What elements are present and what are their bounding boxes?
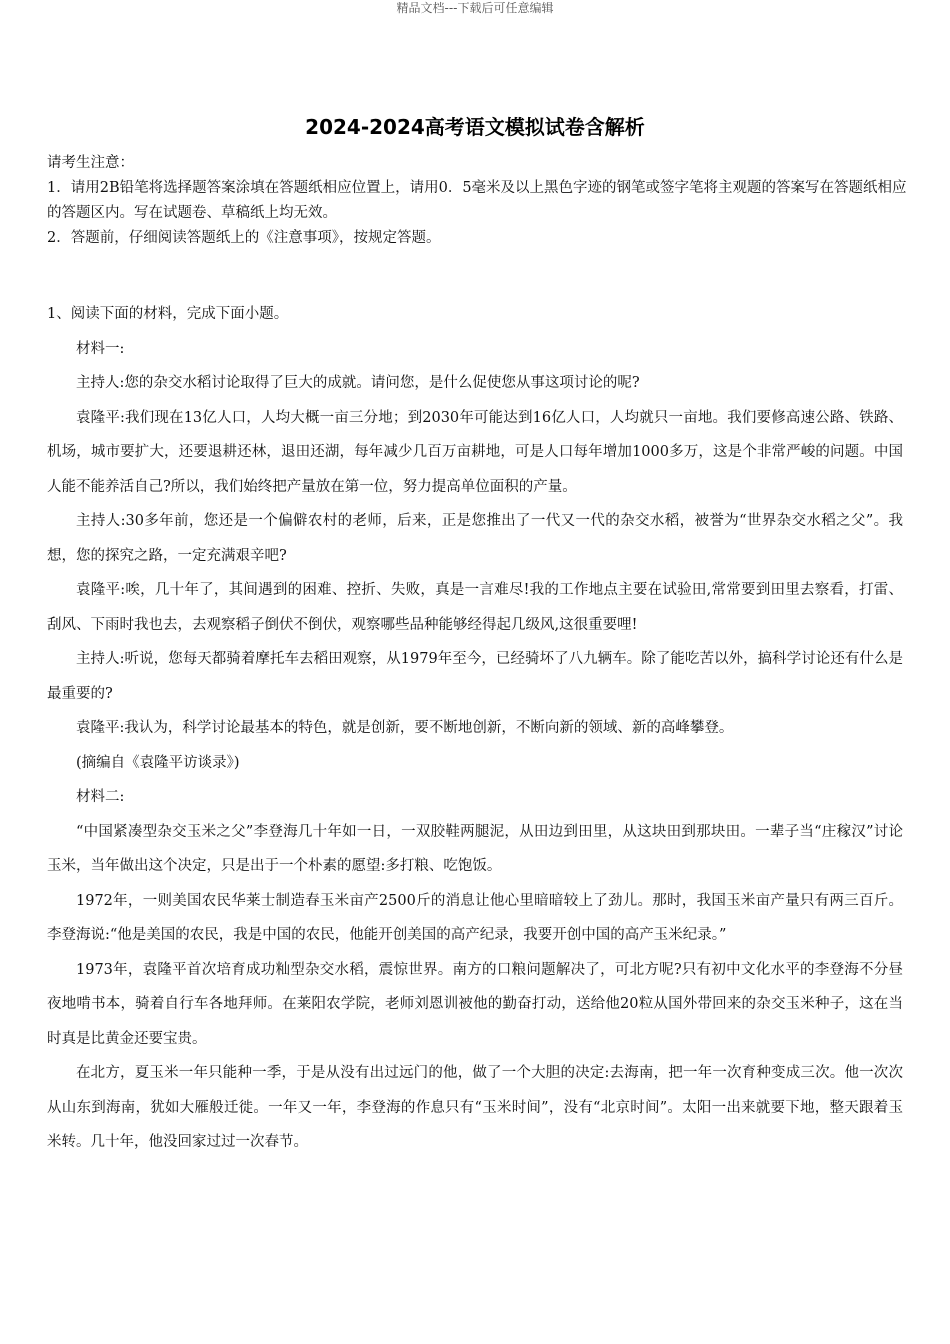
paragraph: “中国紧凑型杂交玉米之父”李登海几十年如一日，一双胶鞋两腿泥，从田边到田里，从这块田到那块田。一辈子当“庄稼汉”讨论玉米，当年做出这个决定，只是出于一个朴素的愿望:多打粮、吃饱饭。 — [47, 823, 903, 874]
paragraph: 1972年，一则美国农民华莱士制造春玉米亩产2500斤的消息让他心里暗暗较上了劲儿。那时，我国玉米亩产量只有两三百斤。李登海说:“他是美国的农民，我是中国的农民，他能开创美国的高产纪录，我要开创中国的高产玉米纪录。” — [47, 892, 903, 943]
paragraph: 主持人:30多年前，您还是一个偏僻农村的老师，后来，正是您推出了一代又一代的杂交水稻，被誉为“世界杂交水稻之父”。我想，您的探究之路，一定充满艰辛吧? — [47, 513, 903, 564]
page-header-note: 精品文档---下载后可任意编辑 — [396, 1, 554, 15]
paragraph: 在北方，夏玉米一年只能种一季，于是从没有出过远门的他，做了一个大胆的决定:去海南，把一年一次育种变成三次。他一次次从山东到海南，犹如大雁般迁徙。一年又一年，李登海的作息只有“玉米时间”，没有“北京时间”。太阳一出来就要下地，整天跟着玉米转。几十年，他没回家过过一次春节。 — [47, 1065, 903, 1150]
material-two-label: 材料二: — [76, 789, 125, 805]
page-title: 2024-2024高考语文模拟试卷含解析 — [305, 115, 645, 139]
notice-heading: 请考生注意： — [47, 155, 134, 171]
paragraph: 袁隆平:唉，几十年了，其间遇到的困难、控折、失败，真是一言难尽!我的工作地点主要在试验田,常常要到田里去察看，打雷、刮风、下雨时我也去，去观察稻子倒伏不倒伏，观察哪些品种能够经得起几级风,这很重要哩! — [47, 582, 903, 633]
paragraph: 主持人:听说，您每天都骑着摩托车去稻田观察，从1979年至今，已经骑坏了八九辆车。除了能吃苦以外，搞科学讨论还有什么是最重要的? — [47, 651, 903, 702]
exam-notice — [47, 151, 907, 251]
paragraph: 袁隆平:我们现在13亿人口，人均大概一亩三分地；到2030年可能达到16亿人口，人均就只一亩地。我们要修高速公路、铁路、机场，城市要扩大，还要退耕还林，退田还湖，每年减少几百万亩耕地，可是人口每年增加1000多万，这是个非常严峻的问题。中国人能不能养活自己?所以，我们始终把产量放在第一位，努力提高单位面积的产量。 — [47, 409, 903, 495]
notice-item-1: 1．请用2B铅笔将选择题答案涂填在答题纸相应位置上，请用0．5毫米及以上黑色字迹的钢笔或签字笔将主观题的答案写在答题纸相应的答题区内。写在试题卷、草稿纸上均无效。 — [47, 180, 907, 221]
source-citation: (摘编自《袁隆平访谈录》) — [76, 754, 240, 771]
material-one-label: 材料一: — [76, 340, 125, 357]
question-prompt: 1、阅读下面的材料，完成下面小题。 — [47, 306, 289, 322]
paragraph: 1973年，袁隆平首次培育成功籼型杂交水稻，震惊世界。南方的口粮问题解决了，可北方呢?只有初中文化水平的李登海不分昼夜地啃书本，骑着自行车各地拜师。在莱阳农学院，老师刘恩训被他的勤奋打动，送给他20粒从国外带回来的杂交玉米种子，这在当时真是比黄金还要宝贵。 — [47, 961, 903, 1047]
question-content — [47, 297, 903, 1160]
paragraph: 袁隆平:我认为，科学讨论最基本的特色，就是创新，要不断地创新，不断向新的领域、新的高峰攀登。 — [76, 720, 734, 736]
notice-item-2: 2．答题前，仔细阅读答题纸上的《注意事项》，按规定答题。 — [47, 230, 441, 246]
paragraph: 主持人:您的杂交水稻讨论取得了巨大的成就。请问您，是什么促使您从事这项讨论的呢? — [76, 375, 640, 391]
